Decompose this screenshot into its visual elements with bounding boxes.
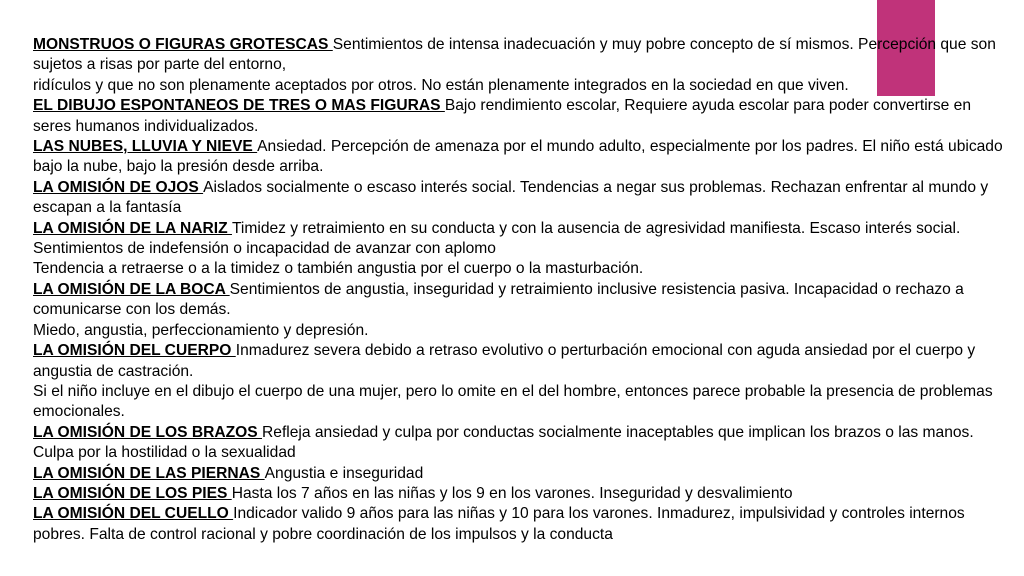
entry-text: Inmadurez severa debido a retraso evolutivo o perturbación emocional con aguda ansiedad por el cuerpo y angustia de castración. [33, 342, 976, 380]
entry-omision-brazos [33, 423, 1003, 464]
entry-omision-ojos [33, 178, 1003, 219]
entry-text: Ansiedad. Percepción de amenaza por el mundo adulto, especialmente por los padres. El niño está ubicado bajo la nube, bajo la presión desde arriba. [33, 138, 1003, 176]
entry-heading: LA OMISIÓN DE LOS PIES [33, 484, 232, 502]
entry-text: Aislados socialmente o escaso interés social. Tendencias a negar sus problemas. Rechazan enfrentar al mundo y escapan a la fantasía [33, 178, 989, 217]
entry-omision-cuello [33, 504, 1003, 545]
entry-omision-boca [33, 280, 1003, 321]
entry-text: ridículos y que no son plenamente aceptados por otros. No están plenamente integrados en la sociedad en que viven. [33, 76, 849, 94]
entry-heading: MONSTRUOS O FIGURAS GROTESCAS [33, 36, 333, 53]
entry-heading: EL DIBUJO ESPONTANEOS DE TRES O MAS FIGURAS [33, 97, 445, 115]
entry-heading: LA OMISIÓN DEL CUELLO [33, 505, 234, 523]
entry-heading: LA OMISIÓN DE LA NARIZ [33, 219, 232, 237]
entry-continuation [33, 259, 1003, 279]
entry-text: Tendencia a retraerse o a la timidez o también angustia por el cuerpo o la masturbación. [33, 260, 644, 278]
entry-omision-nariz [33, 219, 1003, 260]
entry-continuation [33, 321, 1003, 341]
entry-text: Hasta los 7 años en las niñas y los 9 en los varones. Inseguridad y desvalimiento [231, 484, 793, 502]
entry-heading: LA OMISIÓN DE LOS BRAZOS [33, 423, 263, 441]
entry-text: Refleja ansiedad y culpa por conductas socialmente inaceptables que implican los brazos o las manos. Culpa por la hostilidad o la sexualidad [33, 423, 974, 462]
entry-omision-cuerpo [33, 341, 1003, 382]
entry-text: Sentimientos de intensa inadecuación y muy pobre concepto de sí mismos. Percepción que son sujetos a risas por parte del entorno, [33, 36, 996, 74]
entry-continuation [33, 76, 1003, 96]
entry-text: Sentimientos de angustia, inseguridad y retraimiento inclusive resistencia pasiva. Incapacidad o rechazo a comunicarse con los demás. [33, 280, 964, 319]
entry-heading: LA OMISIÓN DE LAS PIERNAS [33, 464, 265, 482]
entry-heading: LA OMISIÓN DE LA BOCA [33, 280, 230, 298]
entry-text: Si el niño incluye en el dibujo el cuerpo de una mujer, pero lo omite en el del hombre, entonces parece probable la presencia de problemas emocionales. [33, 382, 993, 421]
entry-monstruos [33, 35, 1003, 76]
entry-text: Angustia e inseguridad [264, 464, 424, 482]
entry-heading: LA OMISIÓN DE OJOS [33, 178, 204, 196]
entry-text: Bajo rendimiento escolar, Requiere ayuda escolar para poder convertirse en seres humanos individualizados. [33, 97, 972, 135]
slide-text-body [33, 35, 1003, 545]
entry-tres-figuras [33, 96, 1003, 137]
entry-continuation [33, 382, 1003, 423]
entry-omision-pies [33, 484, 1003, 504]
entry-heading: LA OMISIÓN DEL CUERPO [33, 342, 236, 360]
entry-text: Miedo, angustia, perfeccionamiento y depresión. [33, 321, 369, 339]
entry-nubes [33, 137, 1003, 178]
entry-text: Indicador valido 9 años para las niñas y 10 para los varones. Inmadurez, impulsividad y controles internos pobres. Falta de control racional y pobre coordinación de los impulsos y la conducta [33, 505, 965, 543]
entry-omision-piernas [33, 464, 1003, 484]
entry-heading: LAS NUBES, LLUVIA Y NIEVE [33, 138, 258, 156]
entry-text: Timidez y retraimiento en su conducta y con la ausencia de agresividad manifiesta. Escaso interés social. Sentimientos de indefensión o incapacidad de avanzar con aplomo [33, 219, 961, 258]
